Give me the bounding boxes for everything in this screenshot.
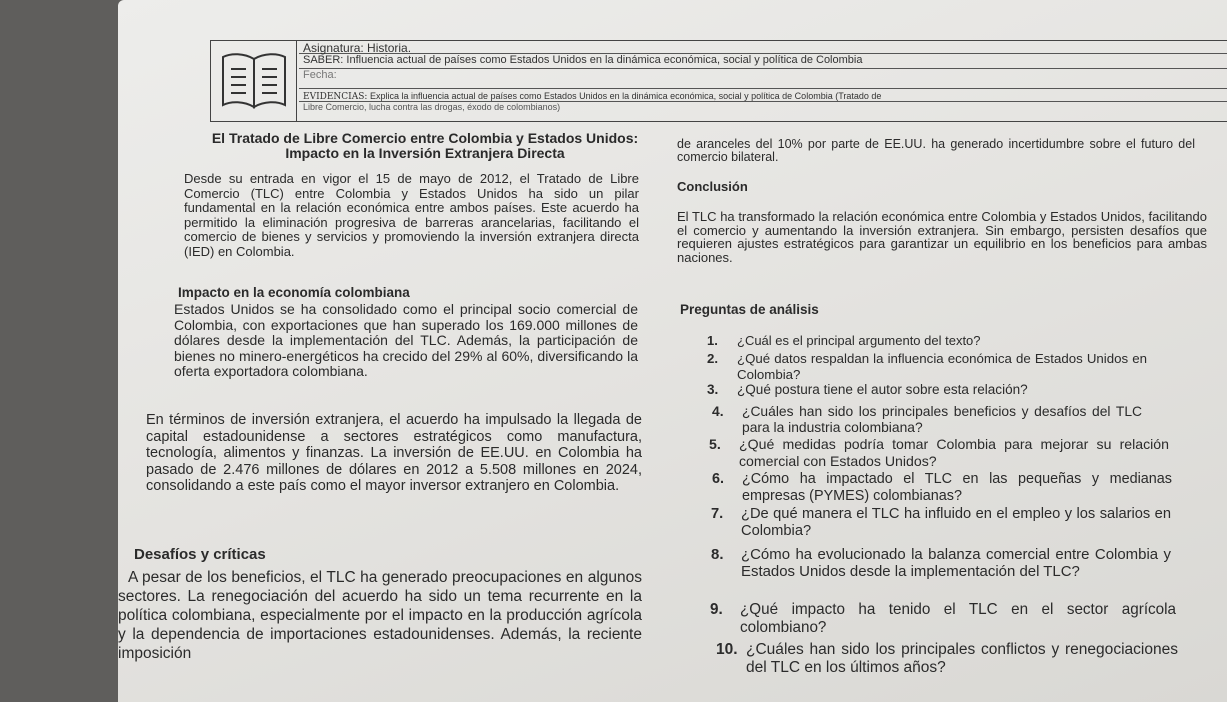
evidencias-label: EVIDENCIAS: bbox=[303, 92, 368, 102]
question-number: 4. bbox=[712, 403, 724, 419]
section-heading-desafios: Desafíos y críticas bbox=[134, 546, 266, 563]
question-text: ¿Qué datos respaldan la influencia económica de Estados Unidos en Colombia? bbox=[737, 351, 1147, 382]
question-text: ¿Cómo ha evolucionado la balanza comercial entre Colombia y Estados Unidos desde la implementación del TLC? bbox=[741, 546, 1171, 581]
question-text: ¿De qué manera el TLC ha influido en el empleo y los salarios en Colombia? bbox=[741, 506, 1171, 540]
impacto-paragraph-1: Estados Unidos se ha consolidado como el principal socio comercial de Colombia, con exportaciones que han superado los 169.000 millones de dólares desde la implementación del TLC. Además, la participación de bienes no minero-energéticos ha crecido del 29% al 60%, diversificando la oferta exportadora colombiana. bbox=[174, 301, 638, 379]
conclusion-paragraph: El TLC ha transformado la relación económica entre Colombia y Estados Unidos, facilitando el comercio y aumentando la inversión extranjera. Sin embargo, persisten desafíos que requieren ajustes estratégicos para garantizar un equilibrio en los beneficios para ambas naciones. bbox=[677, 209, 1207, 265]
questions-heading: Preguntas de análisis bbox=[680, 302, 819, 317]
question-text: ¿Qué impacto ha tenido el TLC en el sector agrícola colombiano? bbox=[740, 601, 1176, 636]
question-number: 10. bbox=[716, 641, 738, 658]
question-text: ¿Cuáles han sido los principales beneficios y desafíos del TLC para la industria colombiana? bbox=[742, 403, 1142, 436]
question-number: 7. bbox=[711, 506, 724, 522]
conclusion-heading: Conclusión bbox=[677, 179, 748, 194]
subject-label: Asignatura: Historia. bbox=[303, 41, 412, 55]
question-text: ¿Qué medidas podría tomar Colombia para mejorar su relación comercial con Estados Unidos? bbox=[739, 436, 1169, 469]
continuation-paragraph: de aranceles del 10% por parte de EE.UU. ha generado incertidumbre sobre el futuro del comercio bilateral. bbox=[677, 137, 1195, 164]
worksheet-header bbox=[210, 40, 1227, 122]
question-text: ¿Cómo ha impactado el TLC en las pequeñas y medianas empresas (PYMES) colombianas? bbox=[742, 471, 1172, 504]
article-title: El Tratado de Libre Comercio entre Colombia y Estados Unidos: Impacto en la Inversión Extranjera Directa bbox=[211, 130, 639, 161]
question-number: 8. bbox=[711, 546, 724, 563]
question-number: 6. bbox=[712, 471, 725, 487]
question-number: 1. bbox=[707, 333, 718, 348]
question-number: 5. bbox=[709, 436, 721, 452]
evidencias-text: Explica la influencia actual de países como Estados Unidos en la dinámica económica, social y política de Colombia (Tratado de bbox=[369, 91, 882, 101]
date-label: Fecha: bbox=[303, 69, 337, 81]
evidencias-line bbox=[303, 91, 881, 102]
section-heading-impacto: Impacto en la economía colombiana bbox=[178, 285, 410, 300]
question-number: 3. bbox=[707, 382, 719, 397]
impacto-paragraph-2: En términos de inversión extranjera, el acuerdo ha impulsado la llegada de capital estadounidense a sectores estratégicos como manufactura, tecnología, alimentos y finanzas. La inversión de EE.UU. en Colombia ha pasado de 2.476 millones de dólares en 2012 a 5.508 millones en 2024, consolidando a este país como el mayor inversor extranjero en Colombia. bbox=[146, 412, 642, 494]
question-text: ¿Cuál es el principal argumento del texto? bbox=[737, 333, 981, 348]
evidencias-text-2: Libre Comercio, lucha contra las drogas, éxodo de colombianos) bbox=[303, 102, 561, 112]
desafios-paragraph: A pesar de los beneficios, el TLC ha generado preocupaciones en algunos sectores. La renegociación del acuerdo ha sido un tema recurrente en la política colombiana, especialmente por el impacto en la producción agrícola y la dependencia de importaciones estadounidenses. Además, la reciente imposición bbox=[118, 569, 642, 662]
book-icon bbox=[211, 41, 297, 121]
saber-label: SABER: Influencia actual de países como Estados Unidos en la dinámica económica, social y política de Colombia bbox=[303, 54, 863, 66]
intro-paragraph: Desde su entrada en vigor el 15 de mayo de 2012, el Tratado de Libre Comercio (TLC) entre Colombia y Estados Unidos ha sido un pilar fundamental en la relación económica entre ambos países. Este acuerdo ha permitido la eliminación progresiva de barreras arancelarias, facilitando el comercio de bienes y servicios y promoviendo la inversión extranjera directa (IED) en Colombia. bbox=[184, 171, 639, 259]
question-number: 9. bbox=[710, 601, 723, 618]
question-text: ¿Qué postura tiene el autor sobre esta relación? bbox=[737, 382, 1028, 397]
question-number: 2. bbox=[707, 351, 719, 366]
question-text: ¿Cuáles han sido los principales conflictos y renegociaciones del TLC en los últimos años? bbox=[746, 641, 1178, 677]
